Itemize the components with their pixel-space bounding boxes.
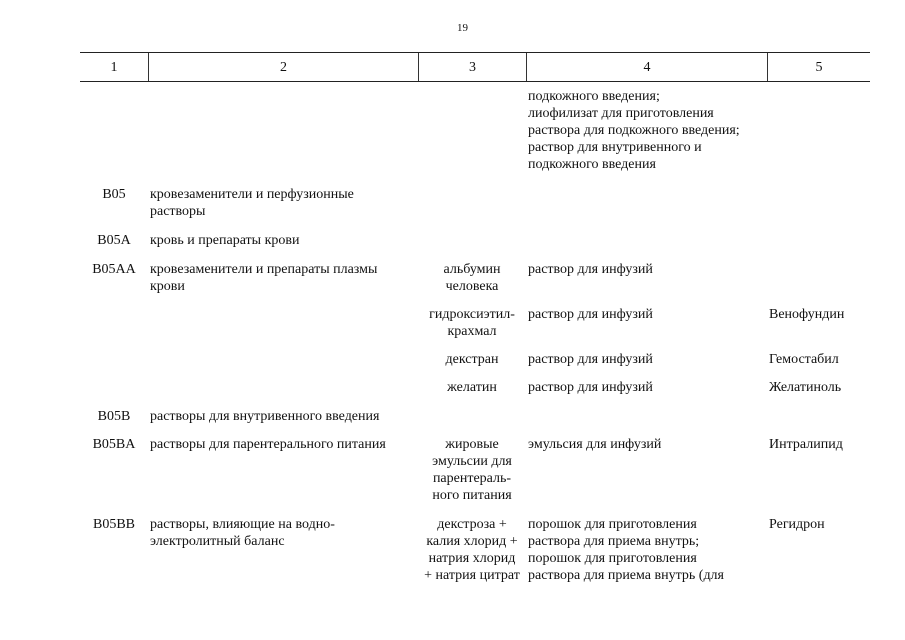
- brand-name: Интралипид: [769, 437, 843, 452]
- page-number: 19: [457, 22, 468, 34]
- header-col-1: 1: [110, 60, 118, 75]
- inn-name: гидроксиэтил- крахмал: [429, 307, 515, 339]
- atc-code: B05B: [97, 409, 131, 424]
- brand-name: Желатиноль: [769, 380, 842, 395]
- inn-name: декстроза + калия хлорид + натрия хлорид + натрия цитрат: [424, 517, 520, 583]
- header-col-5: 5: [815, 60, 823, 75]
- atc-code: B05BA: [92, 437, 136, 452]
- table-header: [80, 52, 870, 82]
- form-cell: подкожного введения; лиофилизат для приготовления раствора для подкожного введения; раствор для внутривенного и подкожного введения: [528, 89, 740, 172]
- brand-name: Венофундин: [769, 307, 845, 322]
- header-col-3: 3: [469, 60, 476, 75]
- dosage-form: эмульсия для инфузий: [528, 437, 662, 452]
- atc-code: B05BB: [92, 517, 135, 532]
- group-name: кровь и препараты крови: [150, 233, 300, 248]
- inn-name: желатин: [447, 380, 497, 395]
- group-name: кровезаменители и препараты плазмы крови: [150, 262, 378, 294]
- brand-name: Регидрон: [769, 517, 825, 532]
- header-col-4: 4: [643, 60, 651, 75]
- dosage-form: раствор для инфузий: [528, 380, 653, 395]
- dosage-form: раствор для инфузий: [528, 352, 653, 367]
- atc-code: B05A: [97, 233, 131, 248]
- atc-code: B05AA: [92, 262, 136, 277]
- inn-name: декстран: [445, 352, 499, 367]
- group-name: растворы для парентерального питания: [150, 437, 386, 452]
- brand-name: Гемостабил: [769, 352, 839, 367]
- inn-name: альбумин человека: [443, 262, 501, 294]
- group-name: кровезаменители и перфузионные растворы: [150, 187, 354, 219]
- dosage-form: раствор для инфузий: [528, 307, 653, 322]
- dosage-form: раствор для инфузий: [528, 262, 653, 277]
- header-col-2: 2: [280, 60, 287, 75]
- group-name: растворы для внутривенного введения: [150, 409, 380, 424]
- inn-name: жировые эмульсии для парентераль- ного питания: [432, 437, 512, 503]
- atc-code: B05: [102, 187, 126, 202]
- group-name: растворы, влияющие на водно- электролитный баланс: [150, 517, 335, 549]
- dosage-form: порошок для приготовления раствора для приема внутрь; порошок для приготовления раствора для приема внутрь (для: [528, 517, 724, 583]
